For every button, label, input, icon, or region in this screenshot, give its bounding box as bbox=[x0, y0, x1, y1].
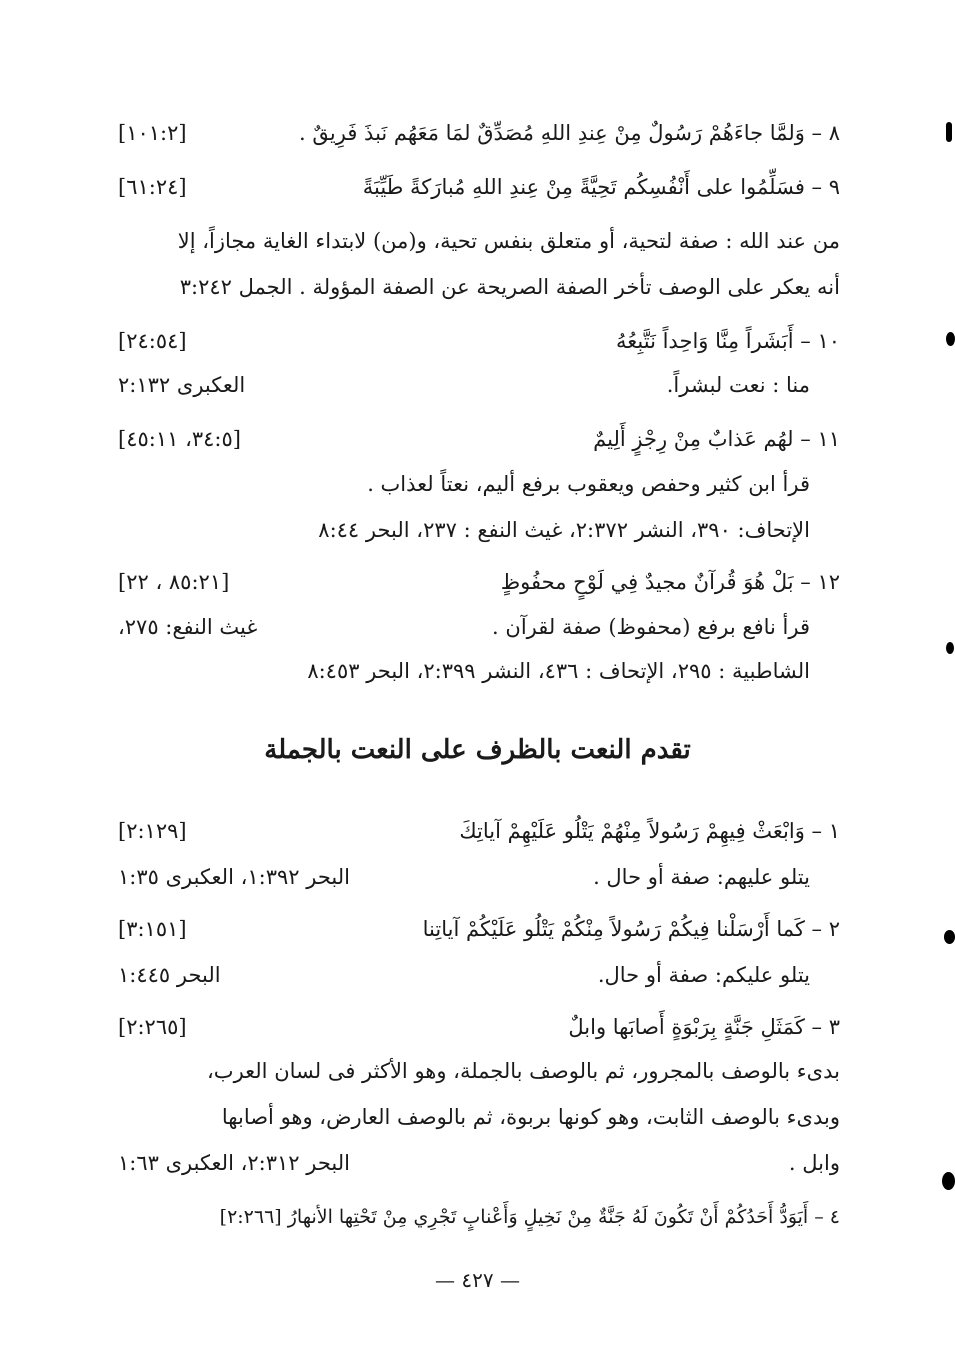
entry-10-note-text: منا : نعت لبشراً. bbox=[666, 373, 810, 397]
edge-mark bbox=[946, 332, 955, 346]
s2-entry-3-note-end: وابل . bbox=[788, 1151, 840, 1175]
entry-11-source: الإتحاف: ٣٩٠، النشر ٢:٣٧٢، غيث النفع : ٢٣٧، البحر ٨:٤٤ bbox=[318, 518, 810, 542]
s2-entry-3-note-text-2: وبدىء بالوصف الثابت، وهو كونها بربوة، ثم بالوصف العارض، وهو أصابها bbox=[221, 1105, 840, 1129]
s2-entry-2-note-text: يتلو عليكم: صفة أو حال. bbox=[597, 963, 810, 987]
edge-mark bbox=[942, 1172, 955, 1190]
entry-11-note-text: قرأ ابن كثير وحفص ويعقوب برفع أليم، نعتاً لعذاب . bbox=[367, 472, 810, 496]
entry-12-source-b: الشاطبية : ٢٩٥، الإتحاف : ٤٣٦، النشر ٢:٣٩٩، البحر ٨:٤٥٣ bbox=[307, 659, 810, 683]
section-heading: تقدم النعت بالظرف على النعت بالجملة bbox=[264, 735, 691, 765]
entry-12-text: ١٢ – بَلْ هُوَ قُرآنٌ مجيدٌ فِي لَوْحٍ محفُوظٍ bbox=[500, 570, 840, 594]
s2-entry-2-source: البحر ١:٤٤٥ bbox=[118, 963, 221, 987]
s2-entry-1-ref: [٢:١٢٩] bbox=[118, 819, 187, 843]
note-9-text-2: أنه يعكر على الوصف تأخر الصفة الصريحة عن الصفة المؤولة . الجمل ٣:٢٤٢ bbox=[179, 275, 840, 299]
edge-mark bbox=[946, 642, 954, 654]
note-9-text-1: من عند الله : صفة لتحية، أو متعلق بنفس تحية، و(من) لابتداء الغاية مجازاً، إلا bbox=[177, 229, 840, 253]
s2-entry-3-ref: [٢:٢٦٥] bbox=[118, 1015, 187, 1039]
entry-8-text: ٨ – وَلمَّا جاءَهُمْ رَسُولٌ مِنْ عِندِ اللهِ مُصَدِّقٌ لمَا مَعَهُم نَبذَ فَرِيقٌ . bbox=[299, 121, 840, 145]
edge-mark bbox=[944, 930, 955, 944]
entry-9-ref: [٦١:٢٤] bbox=[118, 175, 187, 199]
s2-entry-3-text: ٣ – كَمَثَلِ جَنَّةٍ بِرَبْوَةٍ أَصابَها وابلٌ bbox=[568, 1015, 840, 1039]
edge-mark bbox=[946, 122, 952, 142]
s2-entry-4-text: ٤ – أَيَوَدُّ أَحَدُكُمْ أَنْ تَكُونَ لَهُ جَنَّةٌ مِنْ نَخِيلٍ وَأَعْنابٍ تَجْرِي مِنْ تَحْتِها الأنهارُ [٢:٢٦٦] bbox=[219, 1206, 840, 1228]
entry-10-source: العكبرى ٢:١٣٢ bbox=[118, 373, 246, 397]
entry-8-ref: [١٠١:٢] bbox=[118, 121, 187, 145]
s2-entry-1-note-text: يتلو عليهم: صفة أو حال . bbox=[593, 865, 810, 889]
entry-10-ref: [٢٤:٥٤] bbox=[118, 329, 187, 353]
s2-entry-1-source: البحر ١:٣٩٢، العكبرى ١:٣٥ bbox=[118, 865, 350, 889]
entry-9-text: ٩ – فسَلِّمُوا على أَنْفُسِكُم تَحِيَّةً مِنْ عِندِ اللهِ مُبارَكةً طَيِّبَةً bbox=[362, 175, 840, 199]
entry-11-ref: [٣٤:٥، ٤٥:١١] bbox=[118, 427, 241, 451]
entry-12-note-text: قرأ نافع برفع (محفوظ) صفة لقرآن . bbox=[492, 615, 810, 639]
s2-entry-1-text: ١ – وَابْعَثْ فِيهِمْ رَسُولاً مِنْهُمْ يَتْلُو عَلَيْهِمْ آياتِكَ bbox=[459, 819, 840, 843]
entry-11-text: ١١ – لهُم عَذابٌ مِنْ رِجْزٍ أَلِيمٌ bbox=[593, 427, 840, 451]
s2-entry-3-source: البحر ٢:٣١٢، العكبرى ١:٦٣ bbox=[118, 1151, 350, 1175]
s2-entry-2-ref: [٣:١٥١] bbox=[118, 917, 187, 941]
entry-12-ref: [٨٥:٢١ ، ٢٢] bbox=[118, 570, 230, 594]
entry-12-source-a: غيث النفع: ٢٧٥، bbox=[118, 615, 258, 639]
s2-entry-2-text: ٢ – كَما أَرْسَلْنا فِيكُمْ رَسُولاً مِنْكُمْ يَتْلُو عَلَيْكُمْ آياتِنا bbox=[422, 917, 840, 941]
entry-10-text: ١٠ – أَبَشَراً مِنَّا وَاحِداً نَتَّبِعُهُ bbox=[616, 329, 840, 353]
s2-entry-3-note-text-1: بدىء بالوصف بالمجرور، ثم بالوصف بالجملة، وهو الأكثر فى لسان العرب، bbox=[207, 1059, 840, 1083]
page-number: — ٤٢٧ — bbox=[435, 1268, 520, 1292]
